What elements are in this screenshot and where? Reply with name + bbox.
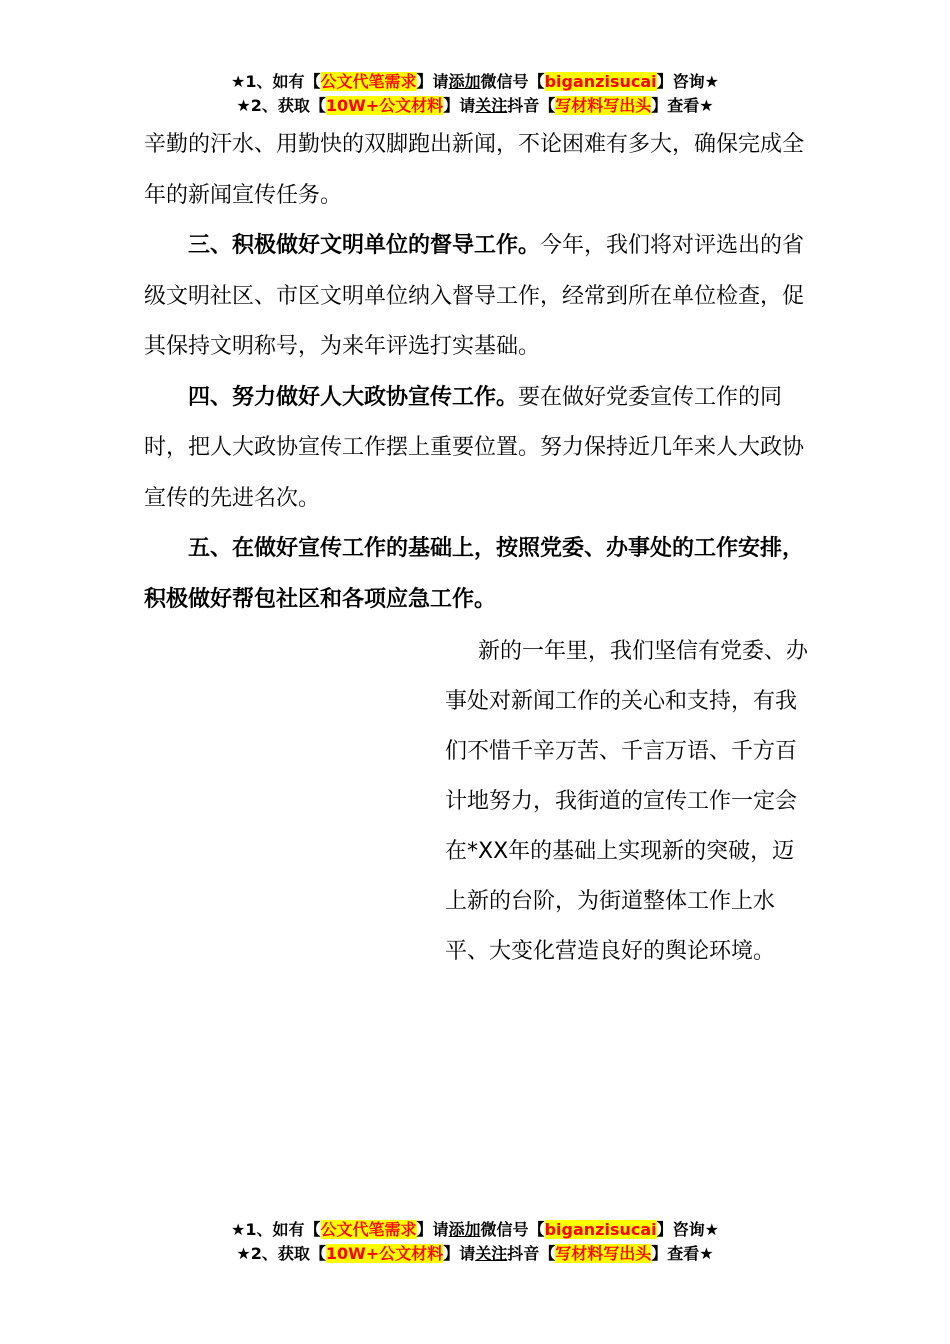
banner-text: ★1、如有【 xyxy=(231,72,321,91)
banner-line-2 xyxy=(0,94,950,118)
banner-douyin-name: 写材料写出头 xyxy=(555,96,652,115)
banner-text: 抖音【 xyxy=(507,96,556,115)
banner-wechat-id: biganzisucai xyxy=(544,1220,657,1239)
banner-line-1 xyxy=(0,70,950,94)
header-banner xyxy=(0,70,950,118)
section-text: 要在做好党委宣传工作的同时，把人大政协宣传工作摆上重要位置。努力保持近几年来人大政协宣传的先进名次。 xyxy=(144,384,805,511)
banner-wechat-id: biganzisucai xyxy=(544,72,657,91)
closing-text: 新的一年里，我们坚信有党委、办事处对新闻工作的关心和支持，有我们不惜千辛万苦、千言万语、千方百计地努力，我街道的宣传工作一定会在*XX年的基础上实现新的突破，迈上新的台阶，为街道整体工作上水平、大变化营造良好的舆论环境。 xyxy=(445,639,809,964)
banner-text: 】查看★ xyxy=(651,96,714,115)
banner-underlined: 关注 xyxy=(475,1244,508,1263)
banner-text: 微信号【 xyxy=(480,1220,545,1239)
paragraph-continuation: 辛勤的汗水、用勤快的双脚跑出新闻，不论困难有多大，确保完成全年的新闻宣传任务。 xyxy=(144,132,805,208)
banner-text: ★2、获取【 xyxy=(236,96,326,115)
banner-text: 】咨询★ xyxy=(656,72,719,91)
banner-text: 】查看★ xyxy=(651,1244,714,1263)
banner-text: 】请 xyxy=(416,1220,449,1239)
banner-underlined: 关注 xyxy=(475,96,508,115)
banner-text: 】请 xyxy=(443,96,476,115)
banner-highlight: 10W+公文材料 xyxy=(325,1244,444,1263)
banner-underlined: 添加 xyxy=(448,72,481,91)
banner-text: 】咨询★ xyxy=(656,1220,719,1239)
banner-text: ★1、如有【 xyxy=(231,1220,321,1239)
closing-paragraph xyxy=(445,627,810,977)
paragraph-section-4 xyxy=(144,373,816,525)
banner-text: 微信号【 xyxy=(480,72,545,91)
document-body xyxy=(144,120,816,625)
section-heading: 三、积极做好文明单位的督导工作。 xyxy=(188,233,541,258)
banner-line-1 xyxy=(0,1218,950,1242)
banner-douyin-name: 写材料写出头 xyxy=(555,1244,652,1263)
banner-highlight: 公文代笔需求 xyxy=(320,72,417,91)
banner-text: ★2、获取【 xyxy=(236,1244,326,1263)
banner-highlight: 公文代笔需求 xyxy=(320,1220,417,1239)
section-text: 今年，我们将对评选出的省级文明社区、市区文明单位纳入督导工作，经常到所在单位检查，促其保持文明称号，为来年评选打实基础。 xyxy=(144,233,805,359)
section-heading: 四、努力做好人大政协宣传工作。 xyxy=(188,384,519,410)
banner-text: 】请 xyxy=(443,1244,476,1263)
banner-text: 】请 xyxy=(416,72,449,91)
paragraph-section-3 xyxy=(144,221,816,373)
banner-text: 抖音【 xyxy=(507,1244,556,1263)
footer-banner xyxy=(0,1218,950,1266)
banner-highlight: 10W+公文材料 xyxy=(325,96,444,115)
paragraph-section-5: 五、在做好宣传工作的基础上，按照党委、办事处的工作安排，积极做好帮包社区和各项应急工作。 xyxy=(144,536,805,612)
banner-line-2 xyxy=(0,1242,950,1266)
banner-underlined: 添加 xyxy=(448,1220,481,1239)
